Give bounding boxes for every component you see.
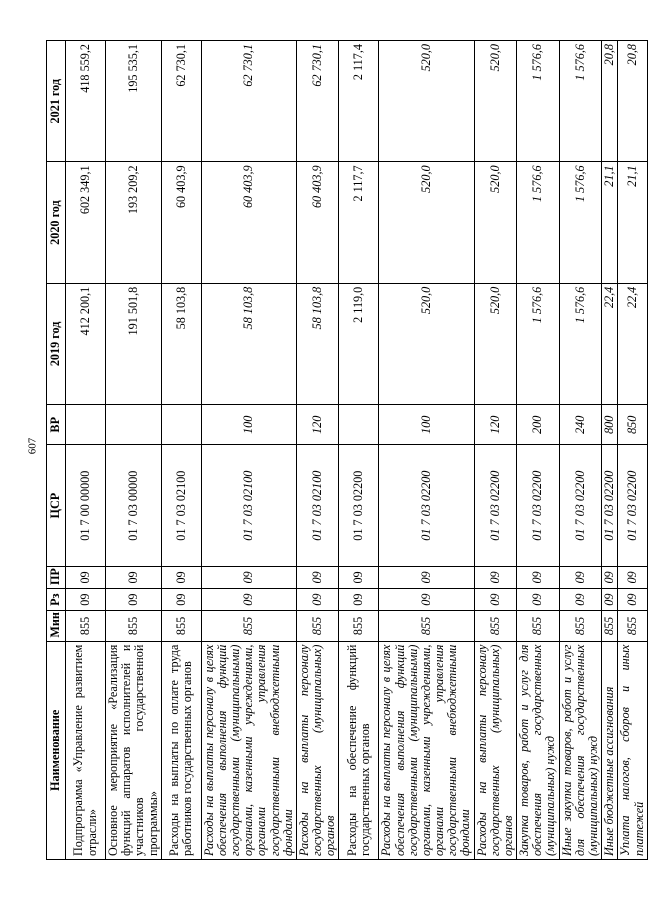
row-rz: 09 <box>201 589 296 611</box>
page-number: 607 <box>26 437 39 455</box>
row-pr: 09 <box>106 566 162 588</box>
row-pr: 09 <box>618 566 647 588</box>
row-vr: 850 <box>618 405 647 445</box>
row-min: 855 <box>602 611 618 641</box>
row-2019: 412 200,1 <box>66 283 106 404</box>
row-2020: 602 349,1 <box>66 162 106 283</box>
budget-table <box>46 40 648 860</box>
row-2020: 21,1 <box>602 162 618 283</box>
row-2021: 2 117,4 <box>339 41 379 162</box>
table-row <box>602 41 618 860</box>
row-name: Иные бюджетные ассигнования <box>602 641 618 859</box>
row-csr: 01 7 03 02100 <box>161 445 201 566</box>
row-2020: 60 403,9 <box>201 162 296 283</box>
row-vr <box>106 405 162 445</box>
row-rz: 09 <box>296 589 339 611</box>
row-2020: 1 576,6 <box>559 162 602 283</box>
table-row <box>66 41 106 860</box>
row-2019: 520,0 <box>474 283 517 404</box>
table-row <box>339 41 379 860</box>
row-csr: 01 7 03 02200 <box>379 445 474 566</box>
row-name: Расходы на выплаты персоналу государственных (муниципальных) органов <box>474 641 517 859</box>
row-vr: 120 <box>474 405 517 445</box>
row-name: Расходы на выплаты персоналу государственных (муниципальных) органов <box>296 641 339 859</box>
row-name: Иные закупки товаров, работ и услуг для обеспечения государственных (муниципальных) нужд <box>559 641 602 859</box>
row-csr: 01 7 00 00000 <box>66 445 106 566</box>
row-vr: 240 <box>559 405 602 445</box>
row-rz: 09 <box>106 589 162 611</box>
row-min: 855 <box>517 611 560 641</box>
row-min: 855 <box>474 611 517 641</box>
row-vr: 100 <box>379 405 474 445</box>
row-csr: 01 7 03 02100 <box>201 445 296 566</box>
row-csr: 01 7 03 02200 <box>474 445 517 566</box>
row-2020: 60 403,9 <box>161 162 201 283</box>
row-name: Расходы на обеспечение функций государственных органов <box>339 641 379 859</box>
table-row <box>474 41 517 860</box>
row-pr: 09 <box>517 566 560 588</box>
row-rz: 09 <box>161 589 201 611</box>
row-rz: 09 <box>559 589 602 611</box>
row-min: 855 <box>379 611 474 641</box>
row-pr: 09 <box>161 566 201 588</box>
row-vr <box>339 405 379 445</box>
row-vr: 800 <box>602 405 618 445</box>
table-row <box>618 41 647 860</box>
header-vr: ВР <box>47 405 66 445</box>
row-2019: 58 103,8 <box>161 283 201 404</box>
header-name: Наименование <box>47 641 66 859</box>
row-2021: 418 559,2 <box>66 41 106 162</box>
row-2019: 58 103,8 <box>296 283 339 404</box>
table-row <box>106 41 162 860</box>
header-rz: Рз <box>47 589 66 611</box>
row-2019: 22,4 <box>602 283 618 404</box>
header-csr: ЦСР <box>47 445 66 566</box>
row-rz: 09 <box>517 589 560 611</box>
table-row <box>161 41 201 860</box>
row-pr: 09 <box>339 566 379 588</box>
row-rz: 09 <box>339 589 379 611</box>
row-csr: 01 7 03 02200 <box>618 445 647 566</box>
row-2019: 191 501,8 <box>106 283 162 404</box>
row-csr: 01 7 03 02200 <box>559 445 602 566</box>
row-2021: 62 730,1 <box>296 41 339 162</box>
row-min: 855 <box>296 611 339 641</box>
row-vr: 200 <box>517 405 560 445</box>
row-2021: 520,0 <box>379 41 474 162</box>
row-2020: 2 117,7 <box>339 162 379 283</box>
row-pr: 09 <box>474 566 517 588</box>
row-name: Расходы на выплаты персоналу в целях обеспечения выполнения функций государственными (муниципальными) органами, казенными учреждениями, органами управления государственными внебюджетными фондами <box>201 641 296 859</box>
row-2021: 20,8 <box>618 41 647 162</box>
row-csr: 01 7 03 02200 <box>517 445 560 566</box>
header-2020: 2020 год <box>47 162 66 283</box>
row-2020: 60 403,9 <box>296 162 339 283</box>
row-name: Закупка товаров, работ и услуг для обеспечения государственных (муниципальных) нужд <box>517 641 560 859</box>
row-pr: 09 <box>201 566 296 588</box>
header-pr: ПР <box>47 566 66 588</box>
row-2019: 2 119,0 <box>339 283 379 404</box>
header-2021: 2021 год <box>47 41 66 162</box>
row-2021: 1 576,6 <box>559 41 602 162</box>
row-vr: 100 <box>201 405 296 445</box>
row-min: 855 <box>66 611 106 641</box>
row-2020: 520,0 <box>379 162 474 283</box>
row-rz: 09 <box>618 589 647 611</box>
row-min: 855 <box>559 611 602 641</box>
row-rz: 09 <box>474 589 517 611</box>
row-name: Уплата налогов, сборов и иных платежей <box>618 641 647 859</box>
row-2020: 21,1 <box>618 162 647 283</box>
row-2021: 520,0 <box>474 41 517 162</box>
row-rz: 09 <box>602 589 618 611</box>
row-2021: 195 535,1 <box>106 41 162 162</box>
row-name: Основное мероприятие «Реализация функций аппаратов исполнителей и участников государственной программы» <box>106 641 162 859</box>
row-2020: 1 576,6 <box>517 162 560 283</box>
table-row <box>517 41 560 860</box>
table-header-row <box>47 41 66 860</box>
row-2021: 20,8 <box>602 41 618 162</box>
row-name: Подпрограмма «Управление развитием отрасли» <box>66 641 106 859</box>
table-row <box>559 41 602 860</box>
rotated-table-container <box>46 40 646 860</box>
row-csr: 01 7 03 02200 <box>339 445 379 566</box>
table-row <box>379 41 474 860</box>
row-pr: 09 <box>559 566 602 588</box>
row-vr <box>161 405 201 445</box>
row-2021: 62 730,1 <box>201 41 296 162</box>
row-name: Расходы на выплаты по оплате труда работников государственных органов <box>161 641 201 859</box>
row-csr: 01 7 03 02100 <box>296 445 339 566</box>
row-vr <box>66 405 106 445</box>
row-2019: 58 103,8 <box>201 283 296 404</box>
header-2019: 2019 год <box>47 283 66 404</box>
row-2019: 520,0 <box>379 283 474 404</box>
row-2019: 1 576,6 <box>517 283 560 404</box>
header-min: Мин <box>47 611 66 641</box>
row-2020: 193 209,2 <box>106 162 162 283</box>
row-2021: 62 730,1 <box>161 41 201 162</box>
row-2019: 22,4 <box>618 283 647 404</box>
row-min: 855 <box>201 611 296 641</box>
row-2021: 1 576,6 <box>517 41 560 162</box>
table-row <box>201 41 296 860</box>
row-rz: 09 <box>379 589 474 611</box>
row-vr: 120 <box>296 405 339 445</box>
row-pr: 09 <box>379 566 474 588</box>
row-pr: 09 <box>602 566 618 588</box>
row-csr: 01 7 03 02200 <box>602 445 618 566</box>
row-name: Расходы на выплаты персоналу в целях обеспечения выполнения функций государственными (муниципальными) органами, казенными учреждениями, органами управления государственными внебюджетными фондами <box>379 641 474 859</box>
row-pr: 09 <box>66 566 106 588</box>
row-2020: 520,0 <box>474 162 517 283</box>
row-2019: 1 576,6 <box>559 283 602 404</box>
row-min: 855 <box>339 611 379 641</box>
row-min: 855 <box>106 611 162 641</box>
row-min: 855 <box>618 611 647 641</box>
row-csr: 01 7 03 00000 <box>106 445 162 566</box>
row-rz: 09 <box>66 589 106 611</box>
row-min: 855 <box>161 611 201 641</box>
row-pr: 09 <box>296 566 339 588</box>
table-row <box>296 41 339 860</box>
